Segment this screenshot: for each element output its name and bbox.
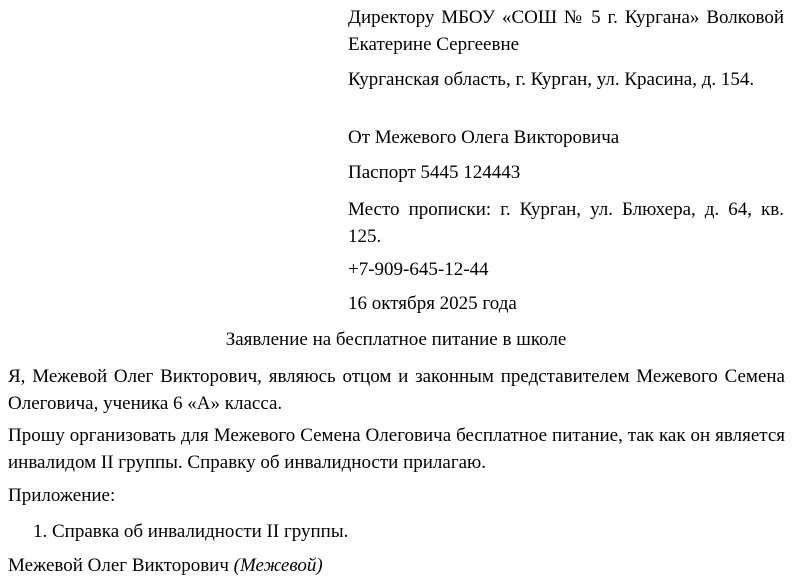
- school-address: Курганская область, г. Курган, ул. Красина, д. 154.: [348, 69, 755, 90]
- document-title: Заявление на бесплатное питание в школе: [225, 329, 567, 350]
- attachment-number: 1.: [33, 521, 48, 542]
- signature-line: [8, 552, 323, 579]
- phone-number: +7-909-645-12-44: [348, 259, 489, 280]
- signature-handwritten: (Межевой): [233, 555, 323, 576]
- registration-address: Место прописки: г. Курган, ул. Блюхера, д. 64, кв. 125.: [348, 199, 784, 247]
- applicant-from: От Межевого Олега Викторовича: [348, 127, 620, 148]
- signature-printed-name: Межевой Олег Викторович: [8, 555, 229, 576]
- passport-info: Паспорт 5445 124443: [348, 162, 521, 183]
- application-date: 16 октября 2025 года: [348, 293, 517, 314]
- attachments-label: Приложение:: [8, 485, 116, 506]
- attachment-item: [33, 518, 348, 545]
- attachment-text: Справка об инвалидности II группы.: [52, 521, 349, 542]
- body-paragraph-2: Прошу организовать для Межевого Семена Олеговича бесплатное питание, так как он является инвалидом II группы. Справку об инвалидности прилагаю.: [8, 425, 785, 473]
- recipient-line: Директору МБОУ «СОШ № 5 г. Кургана» Волковой Екатерине Сергеевне: [348, 7, 784, 55]
- body-paragraph-1: Я, Межевой Олег Викторович, являюсь отцом и законным представителем Межевого Семена Олеговича, ученика 6 «А» класса.: [8, 366, 785, 414]
